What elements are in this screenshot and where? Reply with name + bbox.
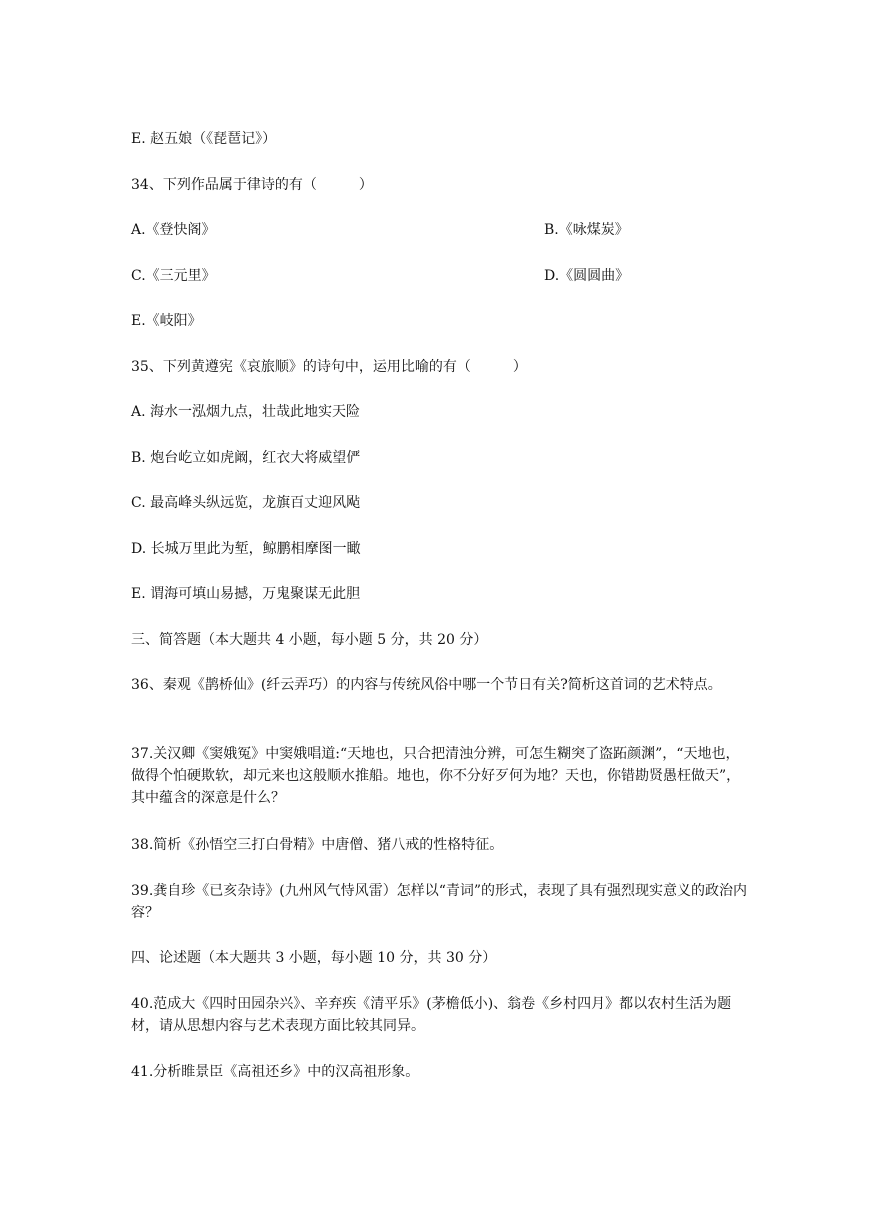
question-34: 34、下列作品属于律诗的有（ ） — [131, 177, 373, 193]
question-38: 38.简析《孙悟空三打白骨精》中唐僧、猪八戒的性格特征。 — [131, 837, 504, 853]
option-34-a: A.《登快阁》 — [131, 222, 216, 238]
question-36: 36、秦观《鹊桥仙》(纤云弄巧）的内容与传统风俗中哪一个节日有关?简析这首词的艺术特点。 — [131, 677, 722, 693]
question-41: 41.分析睢景臣《高祖还乡》中的汉高祖形象。 — [131, 1064, 420, 1080]
option-35-d: D. 长城万里此为堑，鲸鹏相摩图一瞰 — [131, 541, 361, 557]
section-heading-essay: 四、论述题（本大题共 3 小题，每小题 10 分，共 30 分） — [131, 950, 497, 966]
option-35-b: B. 炮台屹立如虎阚，红衣大将威望俨 — [131, 450, 361, 466]
question-37: 37.关汉卿《窦娥冤》中窦娥唱道:“天地也，只合把清浊分辨，可怎生糊突了盗跖颜渊”，“天地也，做得个怕硬欺软，却元来也这般顺水推船。地也，你不分好歹何为地？天也，你错勘贤愚枉做天”，其中蕴含的深意是什么？ — [131, 746, 741, 806]
option-35-e: E. 谓海可填山易撼，万鬼聚谋无此胆 — [131, 586, 361, 602]
section-heading-short-answer: 三、简答题（本大题共 4 小题，每小题 5 分，共 20 分） — [131, 632, 488, 648]
question-39: 39.龚自珍《已亥杂诗》(九州风气恃风雷）怎样以“青词”的形式，表现了具有强烈现实意义的政治内容？ — [131, 883, 748, 921]
option-34-c: C.《三元里》 — [131, 268, 216, 284]
option-34-e: E.《岐阳》 — [131, 313, 202, 329]
question-40: 40.范成大《四时田园杂兴》、辛弃疾《清平乐》(茅檐低小)、翁卷《乡村四月》都以农村生活为题材，请从思想内容与艺术表现方面比较其同异。 — [131, 996, 732, 1034]
option-35-a: A. 海水一泓烟九点，壮哉此地实天险 — [131, 404, 361, 420]
option-34-d: D.《圆圆曲》 — [544, 268, 630, 284]
option-33-e: E. 赵五娘（《琵琶记》） — [131, 131, 277, 147]
option-34-b: B.《咏煤炭》 — [544, 222, 629, 238]
question-35: 35、下列黄遵宪《哀旅顺》的诗句中，运用比喻的有（ ） — [131, 359, 527, 375]
option-35-c: C. 最高峰头纵远览，龙旗百丈迎风飐 — [131, 495, 361, 511]
